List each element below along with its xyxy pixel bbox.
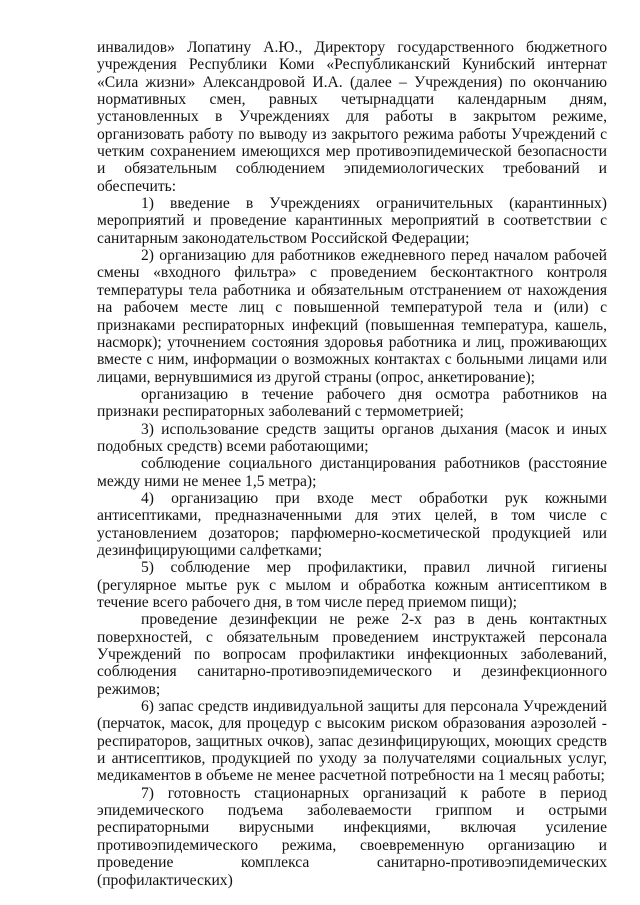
paragraph-intro: инвалидов» Лопатину А.Ю., Директору государственного бюджетного учреждения Республики Коми «Республиканский Кунибский интернат «Сила жизни» Александровой И.А. (далее – Учреждения) по окончанию нормативных смен, равных четырнадцати календарным дням, установленных в Учреждениях для работы в закрытом режиме, организовать работу по выводу из закрытого режима работы Учреждений с четким сохранением имеющихся мер противоэпидемической безопасности и обязательным соблюдением эпидемиологических требований и обеспечить: — [97, 39, 607, 195]
paragraph-item-7: 7) готовность стационарных организаций к работе в период эпидемического подъема заболеваемости гриппом и острыми респираторными вирусными инфекциями, включая усиление противоэпидемического режима, своевременную организацию и проведение комплекса санитарно-противоэпидемических (профилактических) — [97, 784, 607, 889]
document-page — [97, 39, 607, 889]
paragraph-item-1: 1) введение в Учреждениях ограничительных (карантинных) мероприятий и проведение карантинных мероприятий в соответствии с санитарным законодательством Российской Федерации; — [97, 195, 607, 247]
paragraph-item-4: 4) организацию при входе мест обработки рук кожными антисептиками, предназначенными для этих целей, в том числе с установлением дозаторов; парфюмерно-косметической продукцией или дезинфицирующими салфетками; — [97, 489, 607, 559]
paragraph-item-2-examination: организацию в течение рабочего дня осмотра работников на признаки респираторных заболеваний с термометрией; — [97, 385, 607, 421]
paragraph-item-2: 2) организацию для работников ежедневного перед началом рабочей смены «входного фильтра» с проведением бесконтактного контроля температуры тела работника и обязательным отстранением от нахождения на рабочем месте лиц с повышенной температурой тела и (или) с признаками респираторных инфекций (повышенная температура, кашель, насморк); уточнением состояния здоровья работника и лиц, проживающих вместе с ним, информации о возможных контактах с больными лицами или лицами, вернувшимися из другой страны (опрос, анкетирование); — [97, 247, 607, 386]
paragraph-item-5-disinfection: проведение дезинфекции не реже 2-х раз в день контактных поверхностей, с обязательным проведением инструктажей персонала Учреждений по вопросам профилактики инфекционных заболеваний, соблюдения санитарно-противоэпидемического и дезинфекционного режимов; — [97, 611, 607, 698]
paragraph-item-3: 3) использование средств защиты органов дыхания (масок и иных подобных средств) всеми работающими; — [97, 420, 607, 455]
paragraph-item-6: 6) запас средств индивидуальной защиты для персонала Учреждений (перчаток, масок, для процедур с высоким риском образования аэрозолей - респираторов, защитных очков), запас дезинфицирующих, моющих средств и антисептиков, продукцией по уходу за получателями социальных услуг, медикаментов в объеме не менее расчетной потребности на 1 месяц работы; — [97, 698, 607, 785]
paragraph-item-3-distancing: соблюдение социального дистанцирования работников (расстояние между ними не менее 1,5 метра); — [97, 455, 607, 490]
paragraph-item-5: 5) соблюдение мер профилактики, правил личной гигиены (регулярное мытье рук с мылом и обработка кожным антисептиком в течение всего рабочего дня, в том числе перед приемом пищи); — [97, 559, 607, 611]
